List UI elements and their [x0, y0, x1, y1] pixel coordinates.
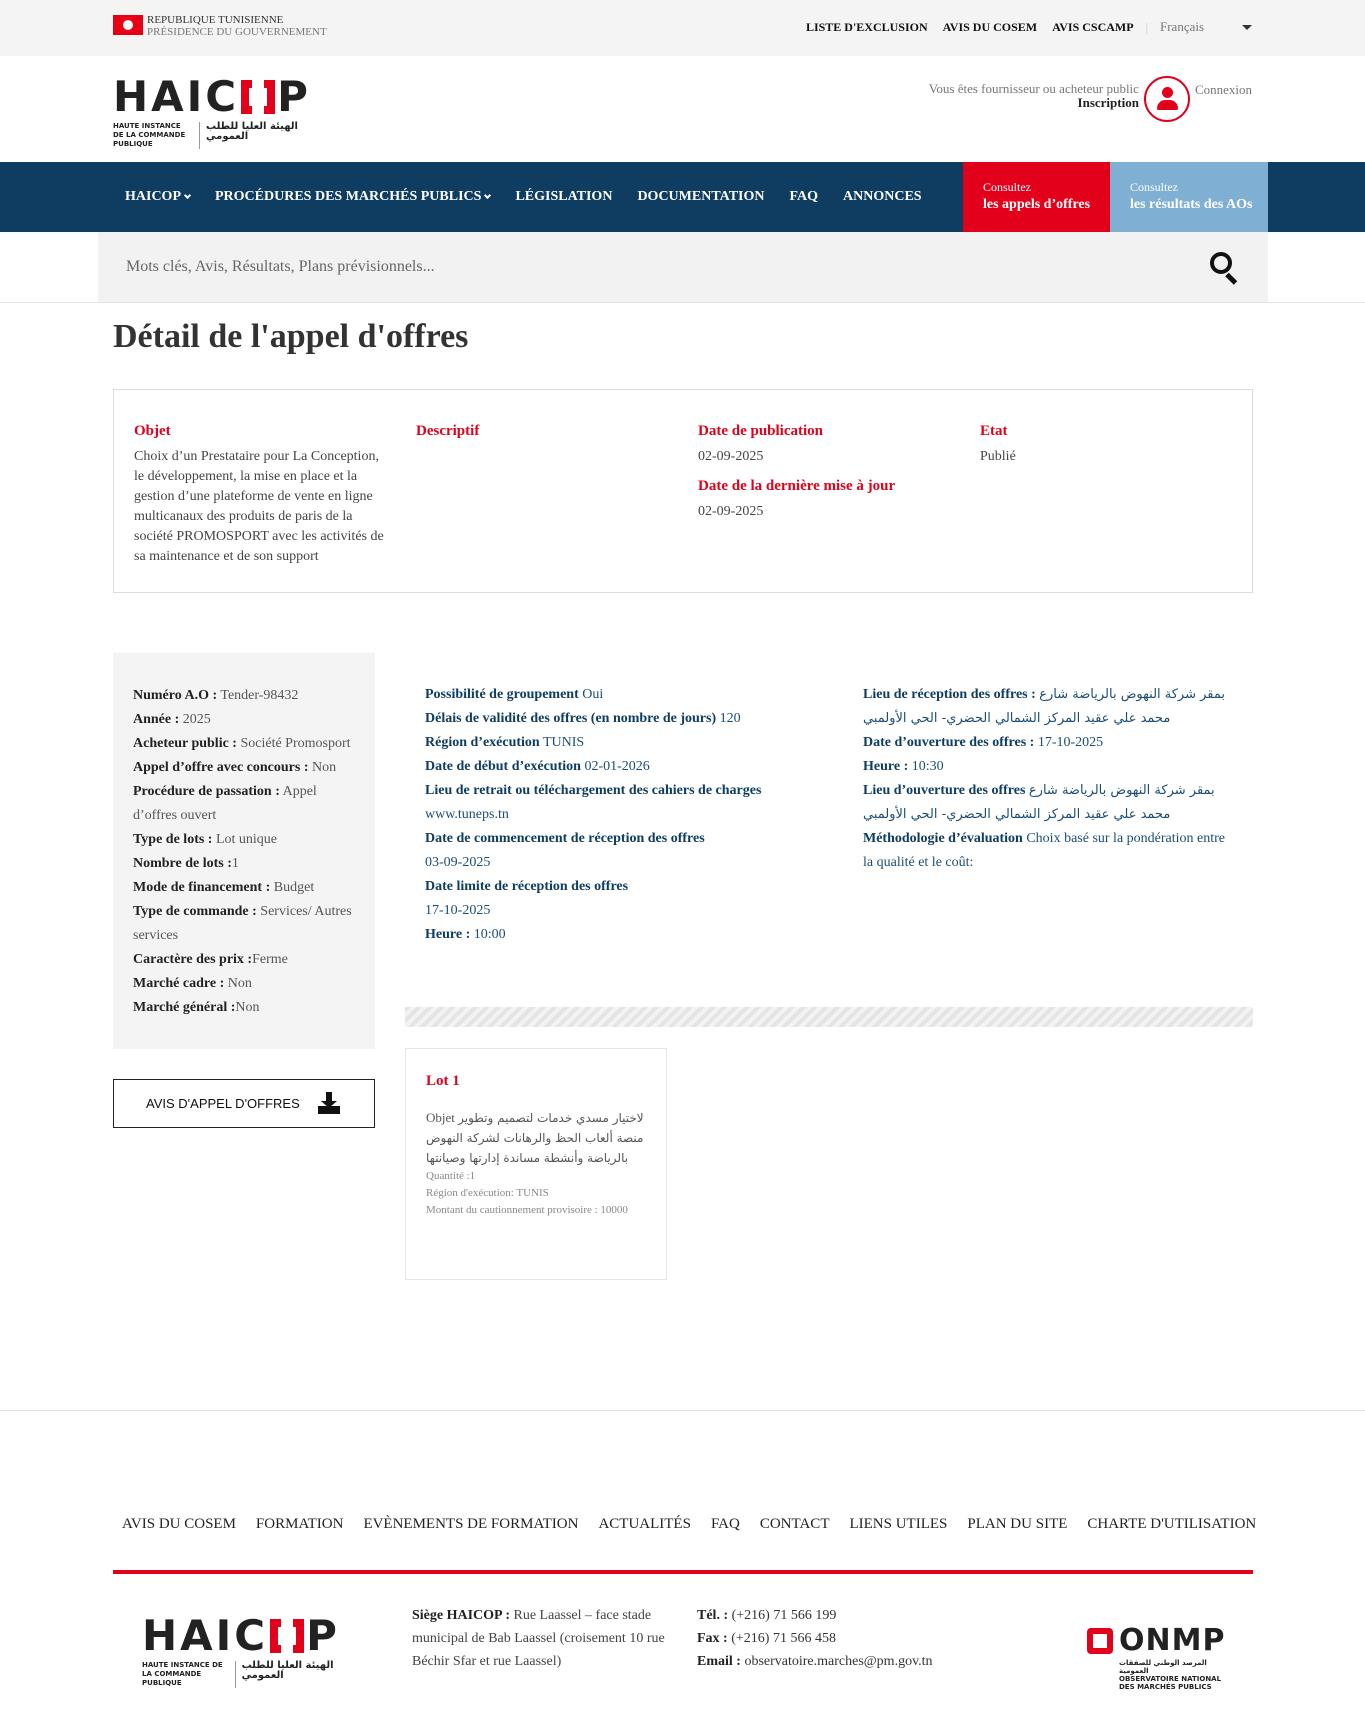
- logo-subtitle-ar: الهيئة العليا للطلب العمومي: [199, 122, 319, 149]
- fax: Fax : (+216) 71 566 458: [697, 1631, 836, 1646]
- footer-link-news[interactable]: ACTUALITÉS: [598, 1516, 691, 1532]
- publication-date-label: Date de publication: [698, 423, 824, 439]
- chevron-down-icon: [184, 192, 191, 199]
- nav-procedures-label: PROCÉDURES DES MARCHÉS PUBLICS: [215, 189, 482, 204]
- info-row: Mode de financement : Budget: [133, 880, 315, 895]
- reception-details: [863, 683, 1233, 875]
- divider: [0, 302, 1365, 303]
- lot-quantity: Quantité :1: [426, 1170, 476, 1182]
- logo-word-part-2: P: [277, 72, 311, 121]
- publication-date: 02-09-2025: [698, 449, 764, 464]
- nav-haicop-label: HAICOP: [125, 189, 181, 204]
- footer-link-events[interactable]: EVÈNEMENTS DE FORMATION: [363, 1516, 579, 1532]
- info-row: Nombre de lots :1: [133, 856, 239, 871]
- lot-objet: Objet لاختيار مسدي خدمات لتصميم وتطوير منصة ألعاب الحظ والرهانات لشركة النهوض بالرياضة وأنشطة مساندة إدارتها وصيانتها: [426, 1110, 644, 1165]
- top-bar: [0, 0, 1365, 56]
- objet-value: Choix d’un Prestataire pour La Conception, le développement, la mise en place et la gestion d’une plateforme de vente en ligne multicanaux des produits de paris de la société PROMOSPORT avec les activités de sa maintenance et de son support: [134, 449, 384, 564]
- caret-down-icon[interactable]: [1242, 25, 1252, 30]
- logo-subtitle-ar: الهيئة العليا للطلب العمومي: [235, 1661, 364, 1688]
- consult-tenders-button[interactable]: [963, 162, 1110, 232]
- tender-summary-card: [113, 389, 1253, 593]
- gov-line-1: REPUBLIQUE TUNISIENNE: [147, 14, 284, 26]
- nav-procedures[interactable]: [215, 189, 490, 205]
- nav-documentation[interactable]: DOCUMENTATION: [637, 189, 765, 204]
- footer-link-useful-links[interactable]: LIENS UTILES: [849, 1516, 948, 1532]
- onmp-word: ONMP: [1119, 1623, 1226, 1658]
- info-row: Lieu de réception des offres : بمقر شركة النهوض بالرياضة شارع محمد علي عقيد المركز الشمالي الحضري- الحي الأولمبي: [863, 687, 1226, 726]
- descriptif-label: Descriptif: [416, 423, 480, 439]
- consult-results-button[interactable]: [1110, 162, 1268, 232]
- footer-address: Siège HAICOP : Rue Laassel – face stade municipal de Bab Laassel (croisement 10 rue Béchir Sfar et rue Laassel): [412, 1608, 665, 1669]
- link-avis-cosem[interactable]: AVIS DU COSEM: [942, 19, 1038, 34]
- login-link[interactable]: Connexion: [1194, 82, 1252, 97]
- download-notice-label: AVIS D'APPEL D'OFFRES: [146, 1096, 300, 1111]
- search-input[interactable]: [126, 252, 1126, 282]
- info-row: Marché général :Non: [133, 1000, 260, 1015]
- logo-subtitle-fr: HAUTE INSTANCE DE LA COMMANDE PUBLIQUE: [142, 1661, 223, 1687]
- account-area: [929, 76, 1252, 122]
- footer-link-sitemap[interactable]: PLAN DU SITE: [967, 1516, 1068, 1532]
- consult-results-small: Consultez: [1130, 180, 1178, 194]
- etat-value: Publié: [980, 449, 1016, 464]
- divider: [0, 1410, 1365, 1411]
- info-row: Type de lots : Lot unique: [133, 832, 278, 847]
- search-bar: [98, 232, 1268, 302]
- info-row: Marché cadre : Non: [133, 976, 252, 991]
- info-row: Appel d’offre avec concours : Non: [133, 760, 337, 775]
- info-row: Heure : 10:30: [863, 759, 944, 774]
- nav-legislation[interactable]: LÉGISLATION: [515, 189, 613, 204]
- logo-word-part-1: HAIC: [113, 72, 240, 121]
- info-row: Année : 2025: [133, 712, 211, 727]
- info-value: 17-10-2025: [425, 903, 491, 918]
- logo-word-part-2: P: [306, 1611, 340, 1660]
- nav-annonces[interactable]: ANNONCES: [843, 189, 922, 204]
- footer-link-contact[interactable]: CONTACT: [759, 1516, 830, 1532]
- download-notice-button[interactable]: [113, 1079, 375, 1128]
- lot-region: Région d'exécution: TUNIS: [426, 1187, 549, 1199]
- info-row: Caractère des prix :Ferme: [133, 952, 288, 967]
- onmp-logo[interactable]: [1085, 1623, 1230, 1691]
- update-date-label: Date de la dernière mise à jour: [698, 478, 896, 494]
- logo-mark-icon: [270, 1619, 304, 1653]
- footer-haicop-logo[interactable]: [142, 1611, 364, 1688]
- info-row: Numéro A.O : Tender-98432: [133, 688, 299, 703]
- objet-label: Objet: [134, 423, 171, 439]
- info-row: Date de début d’exécution 02-01-2026: [425, 759, 650, 774]
- page-title: Détail de l'appel d'offres: [113, 318, 469, 355]
- info-row: Procédure de passation : Appel d’offres ouvert: [133, 784, 317, 823]
- logo-word-part-1: HAIC: [142, 1611, 269, 1660]
- info-row: Région d’exécution TUNIS: [425, 735, 585, 750]
- info-value: 03-09-2025: [425, 855, 491, 870]
- footer-link-charter[interactable]: CHARTE D'UTILISATION: [1087, 1516, 1257, 1532]
- footer-contact: [697, 1604, 933, 1673]
- consult-results-label: les résultats des AOs: [1130, 197, 1253, 212]
- lot-card: [405, 1048, 667, 1280]
- footer-link-avis-cosem[interactable]: AVIS DU COSEM: [122, 1516, 236, 1532]
- link-exclusion-list[interactable]: LISTE D'EXCLUSION: [805, 19, 928, 34]
- info-row: Date d’ouverture des offres : 17-10-2025: [863, 735, 1104, 750]
- retrieval-link[interactable]: www.tuneps.tn: [425, 807, 509, 822]
- footer-navigation: [122, 1516, 1276, 1533]
- register-link[interactable]: Inscription: [1077, 95, 1139, 110]
- account-prompt: Vous êtes fournisseur ou acheteur public: [928, 81, 1139, 96]
- chevron-down-icon: [484, 192, 491, 199]
- search-icon[interactable]: [1210, 252, 1240, 282]
- email[interactable]: Email : observatoire.marches@pm.gov.tn: [697, 1654, 933, 1669]
- divider: [113, 1570, 1253, 1574]
- tender-conditions: [425, 683, 845, 947]
- logo-mark-icon: [241, 80, 275, 114]
- update-date: 02-09-2025: [698, 504, 764, 519]
- divider: |: [1145, 19, 1148, 34]
- logo-subtitle-fr: HAUTE INSTANCE DE LA COMMANDE PUBLIQUE: [113, 122, 186, 148]
- language-select[interactable]: Français: [1160, 19, 1205, 34]
- government-brand: [113, 14, 327, 38]
- lot-deposit-amount: Montant du cautionnement provisoire : 10000: [426, 1204, 628, 1216]
- info-row: Type de commande : Services/ Autres services: [133, 904, 352, 943]
- info-row: Lieu de retrait ou téléchargement des cahiers de charges: [425, 783, 762, 798]
- nav-faq[interactable]: FAQ: [789, 189, 818, 204]
- onmp-subtitle: المرصد الوطني للصفقات العمومية OBSERVATOIRE NATIONAL DES MARCHÉS PUBLICS: [1119, 1659, 1222, 1691]
- footer-link-formation[interactable]: FORMATION: [255, 1516, 344, 1532]
- gov-line-2: PRÉSIDENCE DU GOUVERNEMENT: [147, 26, 327, 38]
- info-row: Lieu d’ouverture des offres بمقر شركة النهوض بالرياضة شارع محمد علي عقيد المركز الشمالي الحضري- الحي الأولمبي: [863, 783, 1215, 822]
- info-row: Heure : 10:00: [425, 927, 506, 942]
- main-navigation: [0, 162, 1365, 232]
- nav-haicop[interactable]: [125, 189, 190, 205]
- onmp-mark-icon: [1087, 1628, 1113, 1654]
- lot-title: Lot 1: [426, 1073, 460, 1089]
- etat-label: Etat: [980, 423, 1008, 439]
- link-avis-cscamp[interactable]: AVIS CSCAMP: [1052, 19, 1134, 34]
- info-row: Possibilité de groupement Oui: [425, 687, 604, 702]
- user-icon[interactable]: [1144, 76, 1190, 122]
- phone: Tél. : (+216) 71 566 199: [697, 1608, 837, 1623]
- info-row: Date limite de réception des offres: [425, 879, 629, 894]
- consult-tenders-small: Consultez: [983, 180, 1031, 194]
- tunisia-flag-icon: [113, 15, 143, 35]
- info-row: Acheteur public : Société Promosport: [133, 736, 351, 751]
- top-links: [791, 19, 1252, 35]
- info-row: Délais de validité des offres (en nombre de jours) 120: [425, 711, 741, 726]
- footer-link-faq[interactable]: FAQ: [710, 1516, 740, 1532]
- tender-info-panel: [113, 653, 375, 1049]
- haicop-logo[interactable]: [113, 72, 319, 148]
- divider: [405, 1007, 1253, 1027]
- info-row: Méthodologie d’évaluation Choix basé sur la pondération entre la qualité et le coût:: [863, 831, 1226, 870]
- consult-tenders-label: les appels d’offres: [983, 197, 1091, 212]
- info-row: Date de commencement de réception des offres: [425, 831, 705, 846]
- download-icon: [318, 1092, 340, 1114]
